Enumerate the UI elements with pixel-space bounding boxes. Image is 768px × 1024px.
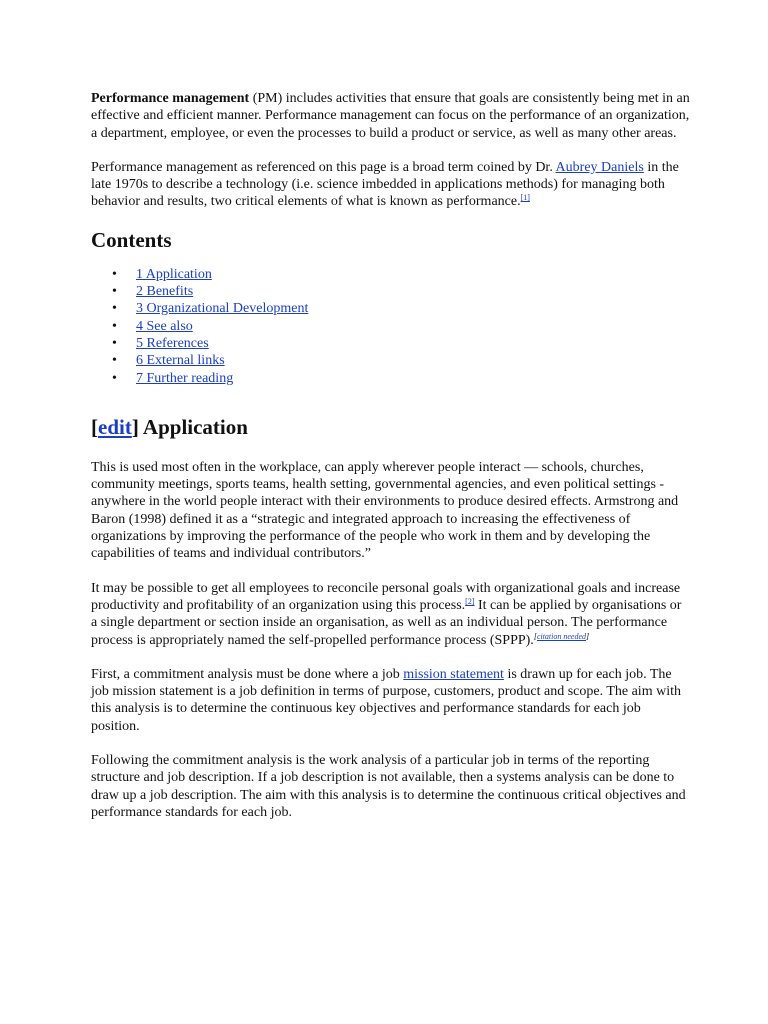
aubrey-daniels-link[interactable]: Aubrey Daniels xyxy=(555,159,644,175)
bullet-icon: • xyxy=(112,353,117,369)
toc-item xyxy=(91,283,691,300)
intro-text-2a: Performance management as referenced on this page is a broad term coined by Dr. xyxy=(91,159,556,175)
application-text-2a: It may be possible to get all employees to reconcile personal goals with organizational goals and increase productivity and profitability of an organization using this process. xyxy=(91,580,681,613)
application-paragraph-2 xyxy=(91,580,691,649)
term-bold: Performance management xyxy=(91,91,250,106)
application-paragraph-4: Following the commitment analysis is the work analysis of a particular job in terms of the reporting structure and job description. If a job description is not available, then a systems analysis can be done to draw up a job description. The aim with this analysis is to determine the continuous critical objectives and performance standards for each job. xyxy=(91,753,686,820)
application-text-2b: It can be applied by organisations or a single department or section inside an organisation, as well as an individual person. The performance process is appropriately named the self-propelled performance process (SPPP). xyxy=(91,597,682,648)
toc-item xyxy=(91,370,691,387)
application-title: Application xyxy=(138,414,248,439)
mission-statement-link[interactable]: mission statement xyxy=(403,666,504,682)
toc-link-benefits[interactable]: 2 Benefits xyxy=(136,284,194,300)
bullet-icon: • xyxy=(112,318,117,334)
citation-needed-link[interactable]: citation needed xyxy=(536,631,587,641)
application-text-3a: First, a commitment analysis must be done where a job xyxy=(91,666,404,682)
toc-item xyxy=(91,352,691,369)
toc-item xyxy=(91,318,691,335)
table-of-contents xyxy=(91,266,691,387)
toc-link-application[interactable]: 1 Application xyxy=(136,266,212,282)
contents-heading: Contents xyxy=(91,227,172,252)
bullet-icon: • xyxy=(112,266,117,282)
bullet-icon: • xyxy=(112,284,117,300)
cn-bracket-open: [ xyxy=(533,631,537,641)
bracket-close: ] xyxy=(131,414,139,439)
application-text-3b: is drawn up for each job. The job mission statement is a job definition in terms of purpose, customers, product and scope. The aim with this analysis is to determine the continuous key objectives and performance standards for each job position. xyxy=(91,666,681,734)
intro-paragraph-2 xyxy=(91,159,691,211)
application-paragraph-1: This is used most often in the workplace, can apply wherever people interact — schools, churches, community meetings, sports teams, health setting, governmental agencies, and even political settings - anywhere in the world people interact with their environments to produce desired effects. Armstrong and Baron (1998) defined it as a “strategic and integrated approach to increasing the effectiveness of organizations by improving the performance of the people who work in them and by developing the capabilities of teams and individual contributors.” xyxy=(91,459,679,562)
bullet-icon: • xyxy=(112,370,117,386)
toc-item xyxy=(91,300,691,317)
reference-1-link[interactable]: [1] xyxy=(520,193,530,203)
toc-link-references[interactable]: 5 References xyxy=(136,335,209,351)
toc-link-see-also[interactable]: 4 See also xyxy=(136,318,193,334)
article-body xyxy=(91,90,691,821)
reference-2-link[interactable]: [2] xyxy=(465,596,475,606)
cn-bracket-close: ] xyxy=(586,631,590,641)
application-paragraph-3 xyxy=(91,666,691,735)
toc-link-further-reading[interactable]: 7 Further reading xyxy=(136,370,234,386)
edit-link[interactable]: edit xyxy=(98,414,132,439)
application-heading xyxy=(91,415,691,439)
bullet-icon: • xyxy=(112,301,117,317)
intro-text-1: (PM) includes activities that ensure that goals are consistently being met in an effective and efficient manner. Performance management can focus on the performance of an organization, a department, employee, or even the processes to build a product or service, as well as many other areas. xyxy=(91,91,690,141)
intro-text-2b: in the late 1970s to describe a technology (i.e. science imbedded in applications methods) for managing both behavior and results, two critical elements of what is known as performance. xyxy=(91,159,679,210)
intro-paragraph-1 xyxy=(91,90,691,142)
bracket-open: [ xyxy=(91,414,98,439)
toc-item xyxy=(91,335,691,352)
bullet-icon: • xyxy=(112,335,117,351)
toc-link-organizational-development[interactable]: 3 Organizational Development xyxy=(136,301,309,317)
toc-item xyxy=(91,266,691,283)
toc-link-external-links[interactable]: 6 External links xyxy=(136,353,225,369)
citation-needed xyxy=(534,632,589,641)
